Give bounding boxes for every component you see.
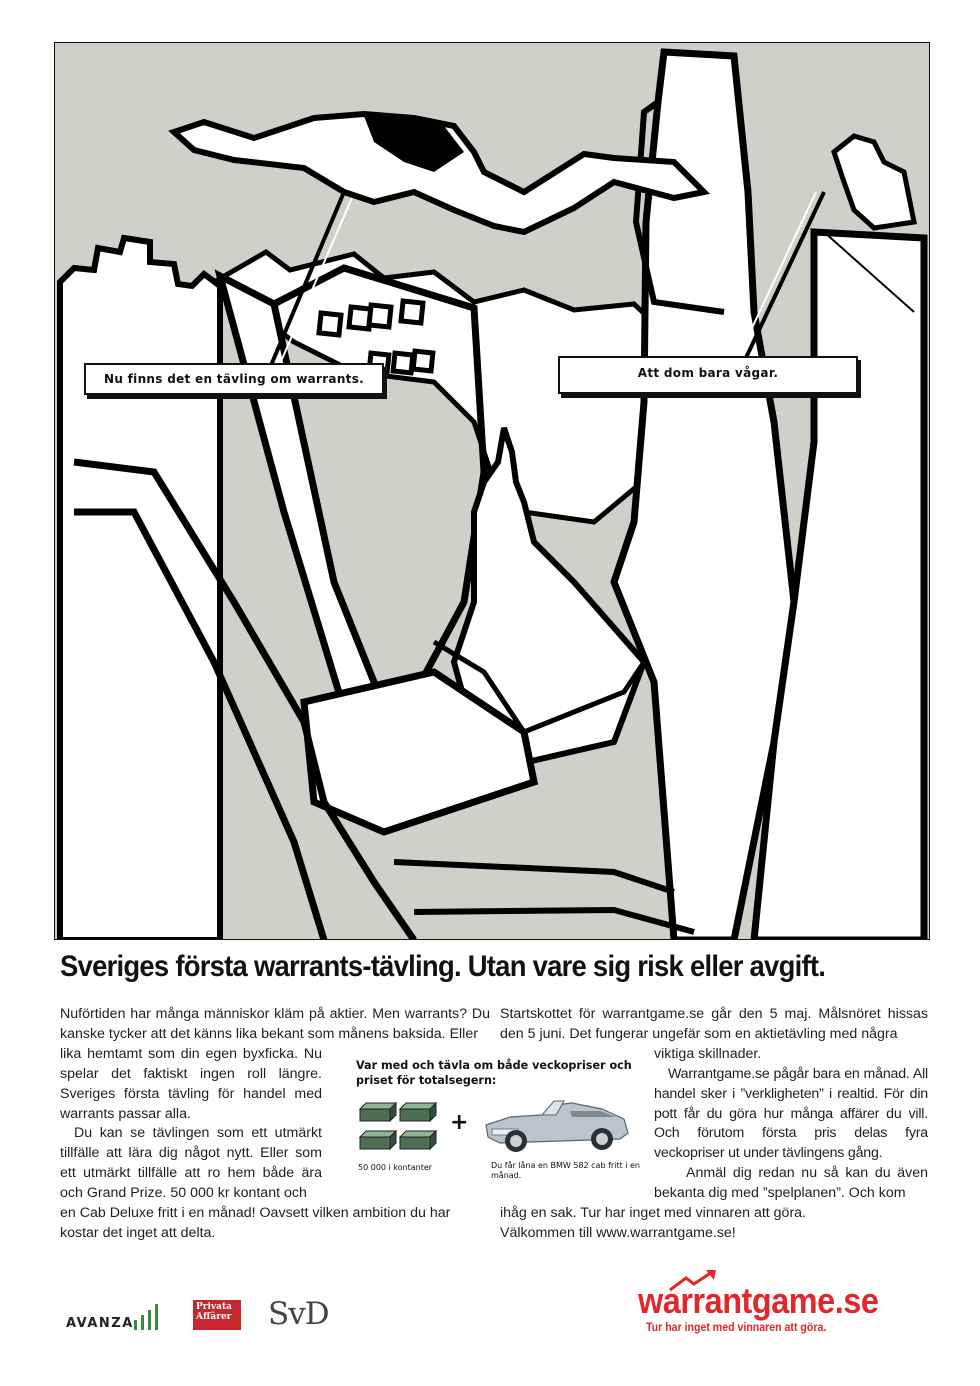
privata-affarer-line1: Privata bbox=[196, 1302, 232, 1312]
body-paragraph: Warrantgame.se pågår bara en månad. All handel sker i ”verkligheten” i realtid. För din pott får du göra hur många affärer du vill. Och förutom första pris delas fyra veckopriser ut under tävlingens gång. bbox=[654, 1065, 928, 1162]
privata-affarer-line2: Affärer bbox=[196, 1312, 232, 1322]
prize-title: Var med och tävla om både veckopriser och priset för totalsegern: bbox=[356, 1059, 632, 1087]
headline: Sveriges första warrants-tävling. Utan vare sig risk eller avgift. bbox=[60, 950, 826, 983]
warrantgame-name: warrantgame.se bbox=[638, 1280, 879, 1321]
avanza-bars-icon bbox=[132, 1300, 162, 1330]
convertible-car-icon bbox=[480, 1087, 632, 1157]
body-paragraph: Du kan se tävlingen som ett utmärkt tillfälle att lära dig något nytt. Eller som ett utmärkt tillfälle att ro hem både ära och Grand Prize. 50 000 kr kontant och bbox=[60, 1125, 322, 1202]
warrantgame-tagline: Tur har inget med vinnaren att göra. bbox=[646, 1322, 827, 1334]
avanza-logo: AVANZA bbox=[66, 1316, 134, 1331]
body-paragraph: ihåg en sak. Tur har inget med vinnaren att göra. Välkommen till www.warrantgame.se! bbox=[500, 1205, 807, 1241]
body-paragraph: en Cab Deluxe fritt i en månad! Oavsett vilken ambition du har kostar det inget att delta. bbox=[60, 1205, 451, 1241]
body-paragraph: Anmäl dig redan nu så kan du även bekanta dig med ”spelplanen”. Och kom bbox=[654, 1165, 928, 1202]
body-paragraph: Nuförtiden har många människor kläm på aktier. Men warrants? Du kanske tycker att det känns lika bekant som månens baksida. Eller bbox=[60, 1006, 490, 1042]
body-paragraph: Startskottet för warrantgame.se går den 5 maj. Målsnöret hissas den 5 juni. Det fungerar ungefär som en aktietävling med några bbox=[500, 1006, 928, 1042]
warrantgame-logo bbox=[638, 1280, 928, 1340]
car-prize-label: Du får låna en BMW 582 cab fritt i en månad. bbox=[491, 1161, 640, 1180]
body-paragraph: viktiga skillnader. bbox=[654, 1045, 762, 1062]
sponsor-logos bbox=[60, 1296, 360, 1340]
prize-box bbox=[338, 1055, 650, 1195]
cash-bundles-icon bbox=[358, 1101, 438, 1155]
body-paragraph: lika hemtamt som din egen byxficka. Nu spelar det faktiskt ingen roll längre. Sveriges första tävling för handel med warrants passar alla. bbox=[60, 1045, 322, 1122]
speech-caption-left: Nu finns det en tävling om warrants. bbox=[84, 363, 384, 395]
svd-logo: SvD bbox=[268, 1296, 329, 1332]
money-prize-label: 50 000 i kontanter bbox=[358, 1163, 433, 1172]
speech-caption-right: Att dom bara vågar. bbox=[558, 356, 858, 394]
plus-sign: + bbox=[450, 1110, 469, 1135]
comic-illustration bbox=[54, 42, 930, 940]
privata-affarer-logo bbox=[193, 1300, 241, 1330]
